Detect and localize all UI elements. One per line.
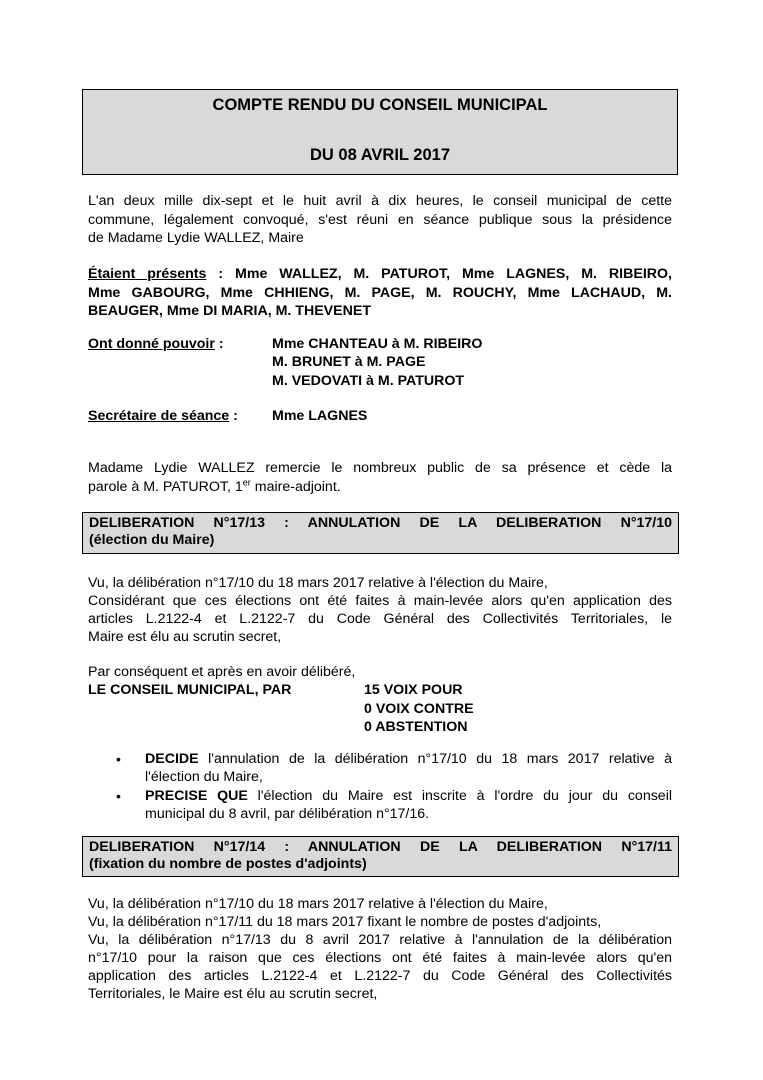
intro-line-3: de Madame Lydie WALLEZ, Maire xyxy=(88,230,304,246)
presents-line-2: Mme GABOURG, Mme CHHIENG, M. PAGE, M. ROUCHY, Mme LACHAUD, M. xyxy=(88,285,672,301)
title-box xyxy=(82,89,678,175)
presents-names-1: : Mme WALLEZ, M. PATUROT, Mme LAGNES, M. RIBEIRO, xyxy=(206,266,672,282)
precise-text: l'élection du Maire est inscrite à l'ordre du jour du conseil xyxy=(247,788,672,804)
intro-line-2: commune, légalement convoqué, s'est réuni en séance publique sous la présidence xyxy=(88,212,672,228)
intro-line-1: L'an deux mille dix-sept et le huit avril à dix heures, le conseil municipal de cette xyxy=(88,193,672,209)
delib13-vu: Vu, la délibération n°17/10 du 18 mars 2017 relative à l'élection du Maire, xyxy=(88,575,548,591)
secretaire-label-row xyxy=(88,407,238,426)
delib13-considerant-1: Considérant que ces élections ont été faites à main-levée alors qu'en application des xyxy=(88,593,672,609)
remerciements-sup: er xyxy=(242,477,251,488)
delib14-line-2: Vu, la délibération n°17/11 du 18 mars 2017 fixant le nombre de postes d'adjoints, xyxy=(88,914,602,930)
delib14-line-6: Territoriales, le Maire est élu au scrutin secret, xyxy=(88,986,378,1002)
remerciements-line-2 xyxy=(88,478,341,497)
pouvoirs-label-row xyxy=(88,335,224,354)
delib13-decide-line-1 xyxy=(145,750,672,769)
delib14-line-1: Vu, la délibération n°17/10 du 18 mars 2017 relative à l'élection du Maire, xyxy=(88,896,548,912)
delib13-vote-abstention: 0 ABSTENTION xyxy=(364,719,468,735)
delib14-heading-line-2: (fixation du nombre de postes d'adjoints) xyxy=(89,856,367,872)
delib13-decide-line-2: l'élection du Maire, xyxy=(145,769,263,785)
pouvoir-item-3: M. VEDOVATI à M. PATUROT xyxy=(272,373,465,389)
secretaire-sep: : xyxy=(229,408,238,424)
delib14-line-3: Vu, la délibération n°17/13 du 8 avril 2017 relative à l'annulation de la délibération xyxy=(88,932,672,948)
bullet-icon: • xyxy=(116,788,121,804)
delib14-line-5: application des articles L.2122-4 et L.2122-7 du Code Général des Collectivités xyxy=(88,968,672,984)
precise-keyword: PRECISE QUE xyxy=(145,788,248,804)
delib13-considerant-3: Maire est élu au scrutin secret, xyxy=(88,629,282,645)
delib14-heading-line-1: DELIBERATION N°17/14 : ANNULATION DE LA DELIBERATION N°17/11 xyxy=(89,839,672,855)
remerciements-text-a: parole à M. PATUROT, 1 xyxy=(88,479,243,495)
pouvoir-item-2: M. BRUNET à M. PAGE xyxy=(272,354,426,370)
bullet-icon: • xyxy=(116,751,121,767)
delib13-precise-line-1 xyxy=(145,787,672,806)
decide-text: l'annulation de la délibération n°17/10 du 18 mars 2017 relative à xyxy=(198,751,672,767)
delib13-heading-line-2: (élection du Maire) xyxy=(89,532,215,548)
remerciements-line-1: Madame Lydie WALLEZ remercie le nombreux public de sa présence et cède la xyxy=(88,460,672,476)
secretaire-value: Mme LAGNES xyxy=(272,408,368,424)
decide-keyword: DECIDE xyxy=(145,751,199,767)
remerciements-text-b: maire-adjoint. xyxy=(250,479,341,495)
delib13-precise-line-2: municipal du 8 avril, par délibération n°17/16. xyxy=(145,806,430,822)
presents-label: Étaient présents xyxy=(88,266,207,282)
presents-line-3: BEAUGER, Mme DI MARIA, M. THEVENET xyxy=(88,303,371,319)
delib13-considerant-2: articles L.2122-4 et L.2122-7 du Code Général des Collectivités Territoriales, le xyxy=(88,611,672,627)
delib14-line-4: n°17/10 pour la raison que ces élections ont été faites à main-levée alors qu'en xyxy=(88,950,672,966)
delib13-deliberation-intro: Par conséquent et après en avoir délibéré, xyxy=(88,664,356,680)
meeting-date: DU 08 AVRIL 2017 xyxy=(309,146,450,164)
pouvoirs-label: Ont donné pouvoir xyxy=(88,336,215,352)
delib13-heading-line-1: DELIBERATION N°17/13 : ANNULATION DE LA DELIBERATION N°17/10 xyxy=(89,515,672,531)
pouvoirs-sep: : xyxy=(214,336,224,352)
presents-line-1 xyxy=(88,265,672,284)
pouvoir-item-1: Mme CHANTEAU à M. RIBEIRO xyxy=(272,336,483,352)
delib13-vote-contre: 0 VOIX CONTRE xyxy=(364,701,474,717)
delib14-heading xyxy=(82,836,679,877)
secretaire-label: Secrétaire de séance xyxy=(88,408,230,424)
delib13-vote-pour: 15 VOIX POUR xyxy=(364,682,463,698)
page-title: COMPTE RENDU DU CONSEIL MUNICIPAL xyxy=(212,96,548,114)
delib13-vote-label: LE CONSEIL MUNICIPAL, PAR xyxy=(88,682,292,698)
delib13-heading xyxy=(82,512,679,554)
